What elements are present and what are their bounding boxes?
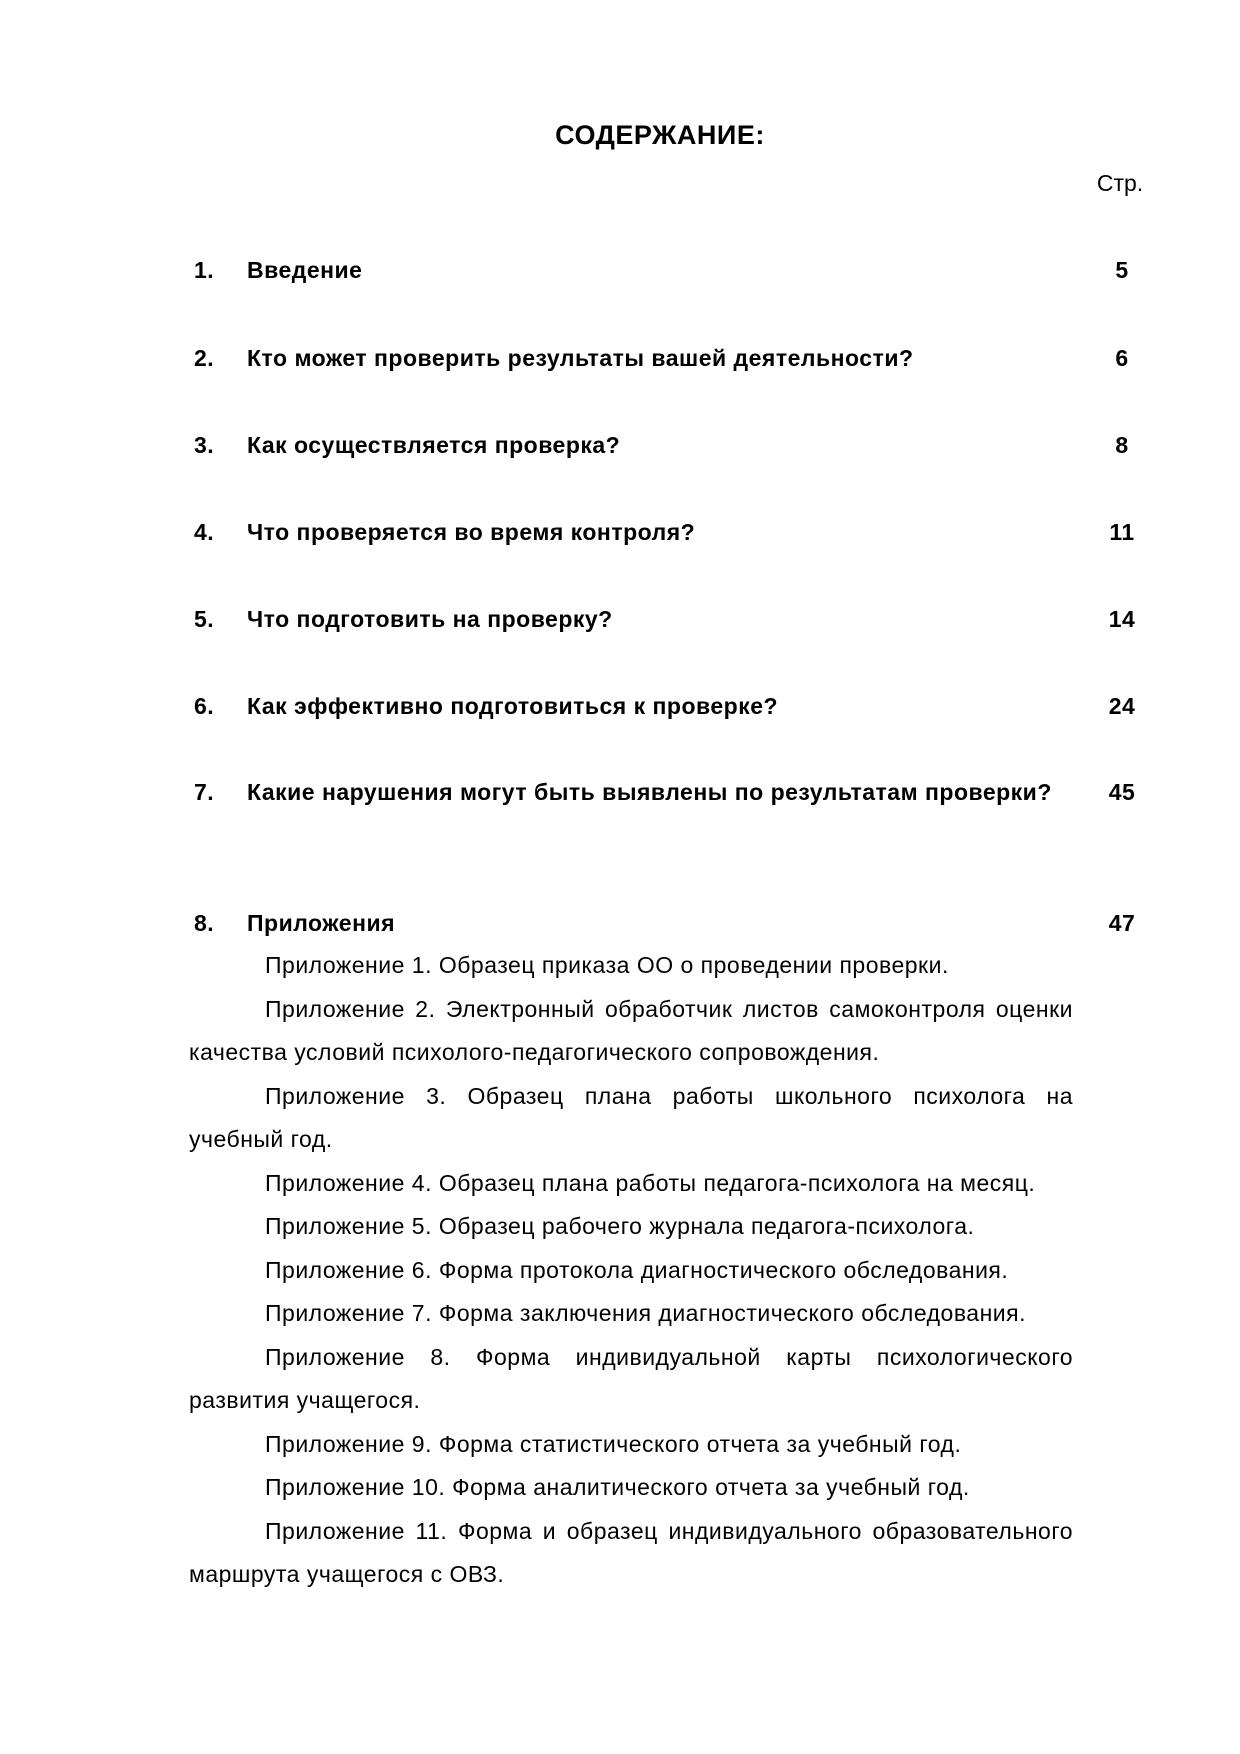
toc-entry-page: 5 (1115, 257, 1129, 283)
toc-entry-page: 14 (1108, 606, 1136, 632)
appendix-item: Приложение 5. Образец рабочего журнала педагога-психолога. (265, 1213, 975, 1239)
toc-entry-title: Что подготовить на проверку? (247, 606, 613, 632)
toc-entry-page: 24 (1108, 693, 1136, 719)
appendix-item: Приложение 8. Форма индивидуальной карты психологического развития учащегося. (189, 1343, 1073, 1413)
appendix-item: Приложение 4. Образец плана работы педагога-психолога на месяц. (265, 1169, 1036, 1196)
toc-entry-number: 6. (194, 693, 215, 719)
appendix-item: Приложение 10. Форма аналитического отчета за учебный год. (265, 1474, 970, 1500)
toc-entry-number: 4. (194, 519, 215, 545)
toc-entry-number: 2. (194, 345, 215, 371)
toc-entry-page: 6 (1115, 345, 1129, 371)
appendix-item: Приложение 3. Образец плана работы школьного психолога на учебный год. (189, 1082, 1073, 1152)
appendix-item: Приложение 9. Форма статистического отчета за учебный год. (265, 1430, 962, 1457)
appendix-list (189, 944, 1073, 1597)
appendix-item: Приложение 2. Электронный обработчик листов самоконтроля оценки качества условий психолого-педагогического сопровождения. (189, 995, 1073, 1065)
toc-entry-number: 1. (194, 257, 215, 283)
appendix-item: Приложение 7. Форма заключения диагностического обследования. (265, 1300, 1026, 1326)
toc-entry-title: Как осуществляется проверка? (247, 432, 621, 458)
toc-entry-title: Что проверяется во время контроля? (247, 519, 696, 545)
toc-entry-number: 5. (194, 606, 215, 632)
toc-entry-number: 3. (194, 432, 215, 458)
page-column-label: Стр. (1096, 170, 1144, 196)
appendix-item: Приложение 11. Форма и образец индивидуального образовательного маршрута учащегося с ОВЗ. (189, 1517, 1073, 1587)
toc-entry-page: 45 (1108, 779, 1136, 805)
toc-entry-page: 47 (1108, 910, 1136, 936)
appendix-item: Приложение 6. Форма протокола диагностического обследования. (265, 1256, 1009, 1283)
toc-entry-page: 8 (1115, 432, 1129, 458)
appendix-item: Приложение 1. Образец приказа ОО о проведении проверки. (265, 952, 949, 978)
toc-entry-title: Приложения (247, 910, 396, 936)
toc-entry-title: Кто может проверить результаты вашей деятельности? (247, 345, 914, 371)
toc-entry-title: Какие нарушения могут быть выявлены по результатам проверки? (247, 779, 1052, 805)
toc-entry-page: 11 (1109, 519, 1135, 545)
toc-entry-title: Введение (247, 257, 363, 283)
toc-entry-number: 7. (194, 779, 215, 805)
toc-entry-number: 8. (194, 910, 215, 936)
page-title: СОДЕРЖАНИЕ: (555, 120, 765, 150)
toc-entry-title: Как эффективно подготовиться к проверке? (247, 693, 779, 719)
